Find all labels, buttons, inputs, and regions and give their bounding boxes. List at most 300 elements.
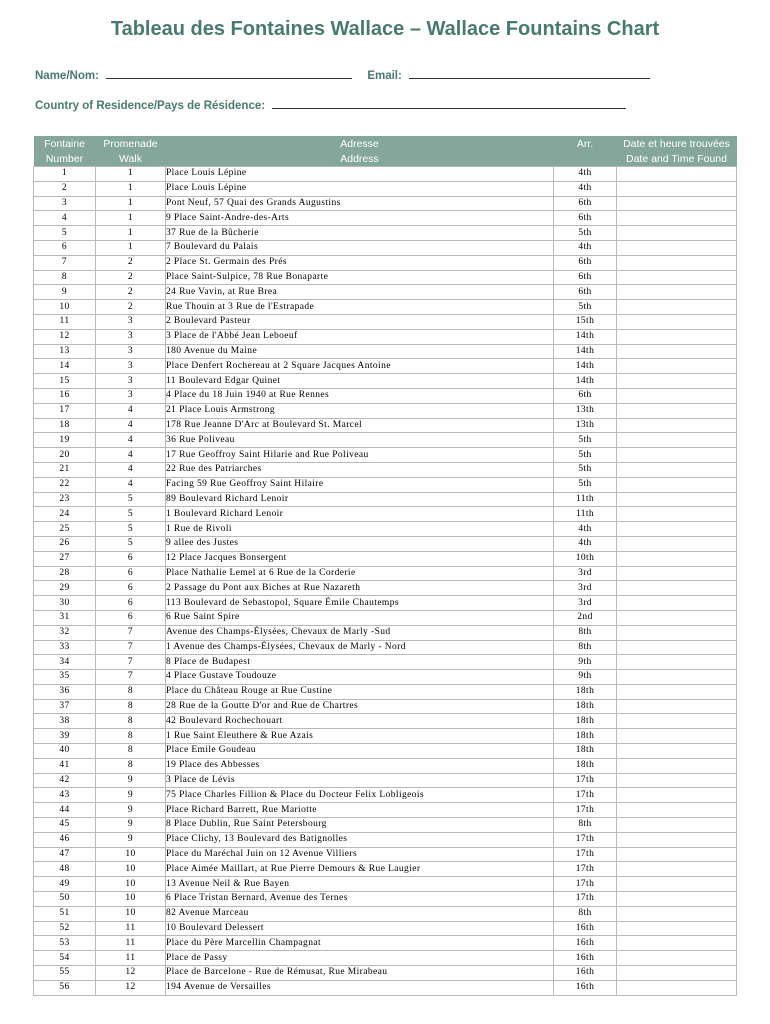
arrondissement: 3rd: [554, 596, 617, 611]
table-row: [34, 344, 737, 359]
walk-number: 3: [96, 359, 166, 374]
address-cell: 4 Place du 18 Juin 1940 at Rue Rennes: [166, 388, 554, 403]
address-cell: 9 allee des Justes: [166, 536, 554, 551]
date-time-found-cell[interactable]: [617, 670, 737, 685]
address-cell: 194 Avenue de Versailles: [166, 980, 554, 995]
fountain-number: 55: [34, 966, 96, 981]
address-cell: 180 Avenue du Maine: [166, 344, 554, 359]
fountain-number: 40: [34, 744, 96, 759]
table-row: [34, 566, 737, 581]
walk-number: 11: [96, 951, 166, 966]
date-time-found-cell[interactable]: [617, 832, 737, 847]
arrondissement: 6th: [554, 270, 617, 285]
arrondissement: 6th: [554, 285, 617, 300]
arrondissement: 17th: [554, 788, 617, 803]
walk-number: 8: [96, 758, 166, 773]
fountain-number: 20: [34, 448, 96, 463]
address-cell: 2 Boulevard Pasteur: [166, 314, 554, 329]
fountain-number: 45: [34, 818, 96, 833]
date-time-found-cell[interactable]: [617, 803, 737, 818]
walk-number: 9: [96, 818, 166, 833]
address-cell: Pont Neuf, 57 Quai des Grands Augustins: [166, 196, 554, 211]
date-time-found-cell[interactable]: [617, 329, 737, 344]
fountain-number: 13: [34, 344, 96, 359]
arrondissement: 18th: [554, 744, 617, 759]
fountain-number: 1: [34, 167, 96, 182]
date-time-found-cell[interactable]: [617, 714, 737, 729]
arrondissement: 17th: [554, 832, 617, 847]
arrondissement: 16th: [554, 966, 617, 981]
address-cell: Place de Passy: [166, 951, 554, 966]
header-address: Address: [166, 151, 554, 167]
arrondissement: 15th: [554, 314, 617, 329]
arrondissement: 18th: [554, 758, 617, 773]
country-line: [35, 96, 626, 112]
fountain-number: 27: [34, 551, 96, 566]
date-time-found-cell[interactable]: [617, 522, 737, 537]
table-row: [34, 610, 737, 625]
table-row: [34, 906, 737, 921]
address-cell: 28 Rue de la Goutte D'or and Rue de Chartres: [166, 699, 554, 714]
walk-number: 10: [96, 906, 166, 921]
table-row: [34, 758, 737, 773]
date-time-found-cell[interactable]: [617, 684, 737, 699]
date-time-found-cell[interactable]: [617, 640, 737, 655]
arrondissement: 18th: [554, 729, 617, 744]
address-cell: 11 Boulevard Edgar Quinet: [166, 374, 554, 389]
address-cell: Avenue des Champs-Élysées, Chevaux de Marly -Sud: [166, 625, 554, 640]
fountain-number: 36: [34, 684, 96, 699]
walk-number: 1: [96, 196, 166, 211]
table-row: [34, 936, 737, 951]
table-row: [34, 684, 737, 699]
arrondissement: 3rd: [554, 566, 617, 581]
country-label: Country of Residence/Pays de Résidence:: [35, 100, 266, 112]
table-row: [34, 403, 737, 418]
table-row: [34, 433, 737, 448]
arrondissement: 14th: [554, 329, 617, 344]
fountain-number: 42: [34, 773, 96, 788]
address-cell: 36 Rue Poliveau: [166, 433, 554, 448]
arrondissement: 18th: [554, 714, 617, 729]
fountain-number: 16: [34, 388, 96, 403]
address-cell: 19 Place des Abbesses: [166, 758, 554, 773]
table-row: [34, 255, 737, 270]
header-adresse: Adresse: [166, 136, 554, 151]
table-row: [34, 773, 737, 788]
walk-number: 3: [96, 344, 166, 359]
header-number: Number: [34, 151, 96, 167]
table-row: [34, 744, 737, 759]
table-row: [34, 877, 737, 892]
walk-number: 6: [96, 596, 166, 611]
fountain-number: 6: [34, 240, 96, 255]
fountain-number: 28: [34, 566, 96, 581]
fountain-number: 19: [34, 433, 96, 448]
address-cell: Place du Château Rouge at Rue Custine: [166, 684, 554, 699]
header-arr-2: [554, 151, 617, 167]
date-time-found-cell[interactable]: [617, 226, 737, 241]
fountain-number: 56: [34, 980, 96, 995]
date-time-found-cell[interactable]: [617, 788, 737, 803]
header-fontaine: Fontaine: [34, 136, 96, 151]
table-row: [34, 240, 737, 255]
walk-number: 10: [96, 877, 166, 892]
table-row: [34, 892, 737, 907]
fountain-number: 14: [34, 359, 96, 374]
fountain-number: 29: [34, 581, 96, 596]
address-cell: Place Clichy, 13 Boulevard des Batignolles: [166, 832, 554, 847]
arrondissement: 6th: [554, 388, 617, 403]
date-time-found-cell[interactable]: [617, 744, 737, 759]
walk-number: 8: [96, 744, 166, 759]
fountain-number: 37: [34, 699, 96, 714]
walk-number: 9: [96, 788, 166, 803]
address-cell: 75 Place Charles Fillion & Place du Docteur Felix Lobligeois: [166, 788, 554, 803]
date-time-found-cell[interactable]: [617, 773, 737, 788]
date-time-found-cell[interactable]: [617, 536, 737, 551]
fountain-number: 35: [34, 670, 96, 685]
address-cell: 24 Rue Vavin, at Rue Brea: [166, 285, 554, 300]
arrondissement: 4th: [554, 181, 617, 196]
date-time-found-cell[interactable]: [617, 448, 737, 463]
address-cell: 42 Boulevard Rochechouart: [166, 714, 554, 729]
walk-number: 10: [96, 847, 166, 862]
fountain-number: 5: [34, 226, 96, 241]
table-row: [34, 832, 737, 847]
address-cell: 1 Boulevard Richard Lenoir: [166, 507, 554, 522]
date-time-found-cell[interactable]: [617, 507, 737, 522]
table-row: [34, 921, 737, 936]
date-time-found-cell[interactable]: [617, 240, 737, 255]
address-cell: Place Aimée Maillart, at Rue Pierre Demours & Rue Laugier: [166, 862, 554, 877]
address-cell: Place Saint-Sulpice, 78 Rue Bonaparte: [166, 270, 554, 285]
header-walk: Walk: [96, 151, 166, 167]
walk-number: 8: [96, 714, 166, 729]
walk-number: 11: [96, 936, 166, 951]
walk-number: 2: [96, 270, 166, 285]
arrondissement: 6th: [554, 196, 617, 211]
date-time-found-cell[interactable]: [617, 359, 737, 374]
date-time-found-cell[interactable]: [617, 906, 737, 921]
date-time-found-cell[interactable]: [617, 877, 737, 892]
date-time-found-cell[interactable]: [617, 610, 737, 625]
table-row: [34, 196, 737, 211]
fountain-number: 23: [34, 492, 96, 507]
arrondissement: 4th: [554, 522, 617, 537]
arrondissement: 4th: [554, 167, 617, 182]
table-row: [34, 329, 737, 344]
date-time-found-cell[interactable]: [617, 167, 737, 182]
date-time-found-cell[interactable]: [617, 255, 737, 270]
arrondissement: 14th: [554, 374, 617, 389]
arrondissement: 16th: [554, 951, 617, 966]
fountain-number: 9: [34, 285, 96, 300]
fountain-number: 7: [34, 255, 96, 270]
fountain-number: 39: [34, 729, 96, 744]
fountain-number: 48: [34, 862, 96, 877]
table-row: [34, 270, 737, 285]
date-time-found-cell[interactable]: [617, 758, 737, 773]
date-time-found-cell[interactable]: [617, 300, 737, 315]
fountain-number: 50: [34, 892, 96, 907]
date-time-found-cell[interactable]: [617, 388, 737, 403]
table-row: [34, 211, 737, 226]
arrondissement: 8th: [554, 818, 617, 833]
address-cell: 13 Avenue Neil & Rue Bayen: [166, 877, 554, 892]
table-row: [34, 388, 737, 403]
date-time-found-cell[interactable]: [617, 655, 737, 670]
date-time-found-cell[interactable]: [617, 196, 737, 211]
walk-number: 6: [96, 566, 166, 581]
date-time-found-cell[interactable]: [617, 566, 737, 581]
address-cell: 2 Passage du Pont aux Biches at Rue Nazareth: [166, 581, 554, 596]
arrondissement: 17th: [554, 862, 617, 877]
arrondissement: 5th: [554, 448, 617, 463]
date-time-found-cell[interactable]: [617, 862, 737, 877]
fountain-number: 51: [34, 906, 96, 921]
date-time-found-cell[interactable]: [617, 314, 737, 329]
address-cell: 22 Rue des Patriarches: [166, 462, 554, 477]
arrondissement: 17th: [554, 803, 617, 818]
date-time-found-cell[interactable]: [617, 966, 737, 981]
table-row: [34, 300, 737, 315]
email-field[interactable]: [409, 66, 650, 79]
table-row: [34, 625, 737, 640]
date-time-found-cell[interactable]: [617, 951, 737, 966]
table-row: [34, 714, 737, 729]
fountain-number: 2: [34, 181, 96, 196]
arrondissement: 9th: [554, 655, 617, 670]
date-time-found-cell[interactable]: [617, 492, 737, 507]
arrondissement: 3rd: [554, 581, 617, 596]
table-row: [34, 507, 737, 522]
address-cell: 6 Place Tristan Bernard, Avenue des Ternes: [166, 892, 554, 907]
arrondissement: 17th: [554, 847, 617, 862]
date-time-found-cell[interactable]: [617, 403, 737, 418]
address-cell: 17 Rue Geoffroy Saint Hilarie and Rue Poliveau: [166, 448, 554, 463]
date-time-found-cell[interactable]: [617, 462, 737, 477]
address-cell: Place du Maréchal Juin on 12 Avenue Villiers: [166, 847, 554, 862]
walk-number: 4: [96, 462, 166, 477]
name-label: Name/Nom:: [35, 70, 99, 82]
address-cell: Place Denfert Rochereau at 2 Square Jacques Antoine: [166, 359, 554, 374]
walk-number: 6: [96, 551, 166, 566]
table-row: [34, 477, 737, 492]
header-date-en: Date and Time Found: [617, 151, 737, 167]
fountain-number: 52: [34, 921, 96, 936]
arrondissement: 5th: [554, 462, 617, 477]
walk-number: 4: [96, 477, 166, 492]
arrondissement: 17th: [554, 892, 617, 907]
date-time-found-cell[interactable]: [617, 921, 737, 936]
walk-number: 12: [96, 966, 166, 981]
address-cell: Place Richard Barrett, Rue Mariotte: [166, 803, 554, 818]
date-time-found-cell[interactable]: [617, 270, 737, 285]
walk-number: 2: [96, 255, 166, 270]
table-row: [34, 359, 737, 374]
fountain-number: 54: [34, 951, 96, 966]
address-cell: 3 Place de Lévis: [166, 773, 554, 788]
date-time-found-cell[interactable]: [617, 285, 737, 300]
walk-number: 3: [96, 314, 166, 329]
walk-number: 8: [96, 729, 166, 744]
walk-number: 8: [96, 684, 166, 699]
table-row: [34, 167, 737, 182]
address-cell: Place Emile Goudeau: [166, 744, 554, 759]
table-row: [34, 980, 737, 995]
walk-number: 9: [96, 803, 166, 818]
walk-number: 4: [96, 433, 166, 448]
date-time-found-cell[interactable]: [617, 818, 737, 833]
walk-number: 10: [96, 892, 166, 907]
fountain-number: 41: [34, 758, 96, 773]
header-row-1: [34, 136, 737, 151]
table-row: [34, 314, 737, 329]
address-cell: 4 Place Gustave Toudouze: [166, 670, 554, 685]
date-time-found-cell[interactable]: [617, 596, 737, 611]
address-cell: 6 Rue Saint Spire: [166, 610, 554, 625]
fountain-number: 53: [34, 936, 96, 951]
walk-number: 2: [96, 300, 166, 315]
arrondissement: 5th: [554, 433, 617, 448]
arrondissement: 9th: [554, 670, 617, 685]
fountain-number: 18: [34, 418, 96, 433]
walk-number: 2: [96, 285, 166, 300]
walk-number: 8: [96, 699, 166, 714]
fountain-number: 17: [34, 403, 96, 418]
table-row: [34, 847, 737, 862]
fountain-number: 49: [34, 877, 96, 892]
table-row: [34, 581, 737, 596]
country-field[interactable]: [272, 96, 626, 109]
header-arr: Arr.: [554, 136, 617, 151]
walk-number: 4: [96, 403, 166, 418]
date-time-found-cell[interactable]: [617, 699, 737, 714]
table-row: [34, 699, 737, 714]
date-time-found-cell[interactable]: [617, 581, 737, 596]
table-row: [34, 536, 737, 551]
date-time-found-cell[interactable]: [617, 477, 737, 492]
walk-number: 5: [96, 492, 166, 507]
fountain-number: 8: [34, 270, 96, 285]
arrondissement: 4th: [554, 240, 617, 255]
fountain-number: 22: [34, 477, 96, 492]
table-row: [34, 670, 737, 685]
arrondissement: 2nd: [554, 610, 617, 625]
arrondissement: 5th: [554, 300, 617, 315]
arrondissement: 18th: [554, 699, 617, 714]
table-row: [34, 448, 737, 463]
fountain-number: 46: [34, 832, 96, 847]
header-date-fr: Date et heure trouvées: [617, 136, 737, 151]
table-row: [34, 226, 737, 241]
arrondissement: 5th: [554, 477, 617, 492]
fountain-number: 34: [34, 655, 96, 670]
table-row: [34, 862, 737, 877]
date-time-found-cell[interactable]: [617, 729, 737, 744]
table-row: [34, 596, 737, 611]
fountain-number: 43: [34, 788, 96, 803]
arrondissement: 14th: [554, 344, 617, 359]
walk-number: 4: [96, 418, 166, 433]
walk-number: 4: [96, 448, 166, 463]
fountain-number: 25: [34, 522, 96, 537]
table-row: [34, 966, 737, 981]
address-cell: Place Nathalie Lemel at 6 Rue de la Corderie: [166, 566, 554, 581]
fountain-number: 32: [34, 625, 96, 640]
walk-number: 5: [96, 536, 166, 551]
address-cell: Place du Père Marcellin Champagnat: [166, 936, 554, 951]
header-row-2: [34, 151, 737, 167]
address-cell: 1 Rue Saint Eleuthere & Rue Azais: [166, 729, 554, 744]
walk-number: 7: [96, 625, 166, 640]
date-time-found-cell[interactable]: [617, 892, 737, 907]
fountain-number: 31: [34, 610, 96, 625]
table-row: [34, 551, 737, 566]
fountain-number: 38: [34, 714, 96, 729]
date-time-found-cell[interactable]: [617, 433, 737, 448]
address-cell: 1 Avenue des Champs-Élysées, Chevaux de Marly - Nord: [166, 640, 554, 655]
walk-number: 7: [96, 655, 166, 670]
date-time-found-cell[interactable]: [617, 980, 737, 995]
table-row: [34, 818, 737, 833]
arrondissement: 13th: [554, 403, 617, 418]
walk-number: 6: [96, 581, 166, 596]
date-time-found-cell[interactable]: [617, 344, 737, 359]
walk-number: 12: [96, 980, 166, 995]
date-time-found-cell[interactable]: [617, 936, 737, 951]
name-field[interactable]: [106, 66, 352, 79]
header-promenade: Promenade: [96, 136, 166, 151]
table-row: [34, 803, 737, 818]
arrondissement: 14th: [554, 359, 617, 374]
date-time-found-cell[interactable]: [617, 847, 737, 862]
walk-number: 9: [96, 832, 166, 847]
walk-number: 9: [96, 773, 166, 788]
walk-number: 5: [96, 507, 166, 522]
address-cell: Place de Barcelone - Rue de Rémusat, Rue Mirabeau: [166, 966, 554, 981]
table-row: [34, 462, 737, 477]
fountain-number: 15: [34, 374, 96, 389]
table-row: [34, 788, 737, 803]
date-time-found-cell[interactable]: [617, 418, 737, 433]
table-row: [34, 285, 737, 300]
fountain-number: 21: [34, 462, 96, 477]
walk-number: 7: [96, 670, 166, 685]
table-row: [34, 655, 737, 670]
walk-number: 11: [96, 921, 166, 936]
date-time-found-cell[interactable]: [617, 551, 737, 566]
arrondissement: 8th: [554, 906, 617, 921]
fountain-number: 4: [34, 211, 96, 226]
address-cell: Place Louis Lépine: [166, 167, 554, 182]
date-time-found-cell[interactable]: [617, 625, 737, 640]
date-time-found-cell[interactable]: [617, 374, 737, 389]
date-time-found-cell[interactable]: [617, 181, 737, 196]
address-cell: 113 Boulevard de Sebastopol, Square Émile Chautemps: [166, 596, 554, 611]
address-cell: 9 Place Saint-Andre-des-Arts: [166, 211, 554, 226]
walk-number: 3: [96, 374, 166, 389]
address-cell: 82 Avenue Marceau: [166, 906, 554, 921]
arrondissement: 10th: [554, 551, 617, 566]
walk-number: 5: [96, 522, 166, 537]
table-row: [34, 522, 737, 537]
walk-number: 1: [96, 240, 166, 255]
date-time-found-cell[interactable]: [617, 211, 737, 226]
fountain-number: 30: [34, 596, 96, 611]
table-row: [34, 374, 737, 389]
